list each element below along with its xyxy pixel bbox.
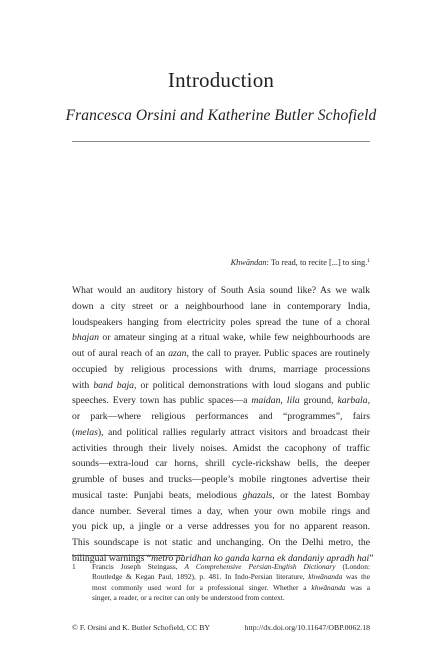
footnote-divider bbox=[72, 555, 184, 556]
body-line bbox=[72, 535, 370, 551]
copyright-notice: © F. Orsini and K. Butler Schofield, CC BY bbox=[72, 623, 211, 632]
italic-term: lila bbox=[286, 395, 300, 407]
title-divider bbox=[72, 141, 370, 142]
epigraph-text: : To read, to recite [...] to sing. bbox=[266, 258, 368, 267]
text-run: musical taste: Punjabi beats, melodious bbox=[72, 489, 243, 501]
italic-term: karbala bbox=[337, 395, 368, 407]
body-line bbox=[72, 441, 370, 457]
text-run: activities through their lively noises. Amidst the cacophony of traffic bbox=[72, 442, 370, 454]
footnote-number: 1 bbox=[72, 562, 76, 571]
text-run: loudspeakers hanging from electricity poles spread the tune of a choral bbox=[72, 316, 370, 328]
text-run: occupied by religious processions with drums, marriage processions bbox=[72, 363, 370, 375]
body-line bbox=[72, 409, 370, 425]
italic-term: melas bbox=[75, 426, 98, 438]
text-run: ground, bbox=[299, 395, 338, 407]
italic-term: maidan bbox=[251, 395, 281, 407]
body-paragraph bbox=[72, 283, 374, 567]
text-run: or amateur singing at a ritual wake, while few neighbourhoods are bbox=[98, 332, 370, 344]
text-run: Routledge & Kegan Paul, 1892), p. 481. In Indo-Persian literature, bbox=[92, 572, 309, 582]
text-run: most commonly used word for a professional singer. Whether a bbox=[92, 582, 312, 592]
chapter-authors: Francesca Orsini and Katherine Butler Schofield bbox=[65, 107, 377, 124]
body-line bbox=[72, 519, 370, 535]
text-run: (London: bbox=[335, 562, 370, 571]
text-run: speeches. Every town has public spaces—a bbox=[72, 395, 252, 407]
epigraph-term: Khwāndan bbox=[230, 258, 267, 267]
text-run: ( bbox=[72, 426, 76, 438]
body-line bbox=[72, 504, 370, 520]
body-line bbox=[72, 488, 370, 504]
text-run: you pick up, a jingle or a verse addresses you for no apparent reason. bbox=[72, 521, 370, 533]
text-run: down a city street or a neighbourhood lane in contemporary India, bbox=[72, 300, 370, 312]
epigraph-footnote-marker[interactable]: 1 bbox=[367, 258, 370, 264]
epigraph bbox=[231, 258, 370, 267]
body-line bbox=[72, 330, 370, 346]
text-run: What would an auditory history of South Asia sound like? As we walk bbox=[72, 285, 370, 296]
footnote-line bbox=[92, 583, 370, 593]
italic-term: bhajan bbox=[72, 332, 99, 344]
text-run: was the bbox=[342, 572, 370, 582]
text-run: , or political demonstrations with loud slogans and public bbox=[134, 379, 370, 391]
body-line bbox=[72, 299, 370, 315]
chapter-title: Introduction bbox=[167, 68, 275, 92]
text-run: , or the latest Bombay bbox=[272, 489, 370, 501]
italic-term: ghazals bbox=[242, 489, 273, 501]
footnote-line bbox=[92, 562, 370, 572]
italic-term: khwānanda bbox=[308, 572, 343, 582]
text-run: This soundscape is not static and unchanging. On the Delhi metro, the bbox=[72, 537, 370, 548]
text-run: ” bbox=[369, 552, 374, 564]
text-run: , bbox=[280, 395, 287, 407]
text-run: grumble of buses and trucks—people’s mobile ringtones advertise their bbox=[72, 474, 370, 485]
body-line bbox=[72, 283, 370, 299]
text-run: ), and political rallies regularly attract visitors and broadcast their bbox=[97, 426, 370, 438]
text-run: sounds—extra-loud car horns, shrill cycle-rickshaw bells, the deeper bbox=[72, 458, 370, 470]
footnote-text bbox=[92, 562, 370, 603]
body-line bbox=[72, 315, 370, 331]
italic-term: band baja bbox=[93, 379, 135, 391]
italic-term: A Comprehensive Persian-English Dictionary bbox=[184, 562, 336, 571]
body-line bbox=[72, 393, 370, 409]
body-line bbox=[72, 346, 370, 362]
text-run: dance number. Several times a day, when your own mobile rings and bbox=[72, 505, 370, 517]
text-run: , the call to prayer. Public spaces are routinely bbox=[186, 348, 370, 359]
footnote-line bbox=[92, 572, 370, 582]
doi-link[interactable]: http://dx.doi.org/10.11647/OBP.0062.18 bbox=[244, 623, 370, 632]
text-run: bilingual warnings “ bbox=[72, 552, 152, 564]
body-line bbox=[72, 378, 370, 394]
body-line bbox=[72, 362, 370, 378]
text-run: or park—where religious performances and “programmes”, fairs bbox=[72, 411, 370, 422]
text-run: was a bbox=[345, 582, 370, 592]
italic-term: azan bbox=[168, 348, 187, 359]
italic-term: metro paridhan ko ganda karna ek dandaniy apradh hai bbox=[151, 552, 370, 564]
text-run: out of aural reach of an bbox=[72, 348, 169, 359]
text-run: , bbox=[367, 395, 370, 407]
body-line bbox=[72, 472, 370, 488]
text-run: with bbox=[72, 379, 94, 391]
body-line bbox=[72, 425, 370, 441]
italic-term: khwānanda bbox=[311, 582, 346, 592]
text-run: singer, a reader, or a reciter can only be understood from context. bbox=[92, 592, 285, 602]
body-line bbox=[72, 456, 370, 472]
footnote-line bbox=[92, 593, 370, 603]
text-run: Francis Joseph Steingass, bbox=[92, 562, 185, 571]
